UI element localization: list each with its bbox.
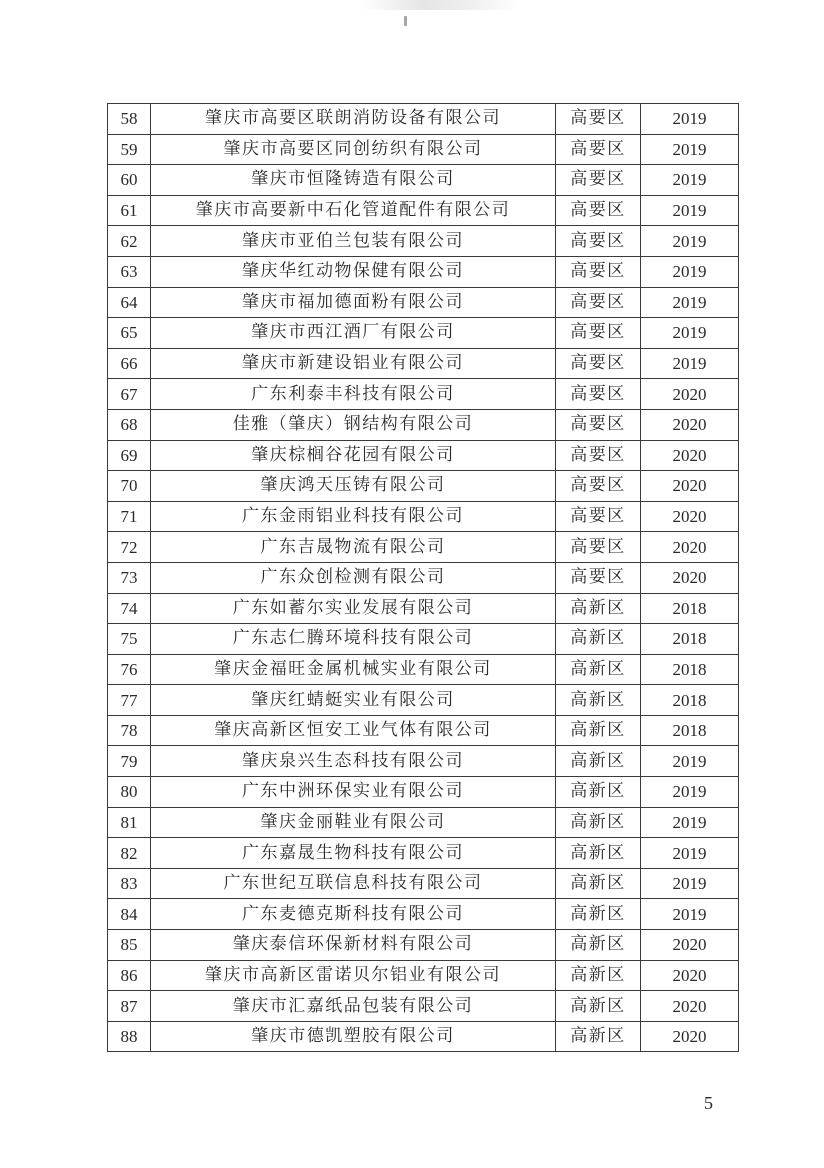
company-name: 肇庆高新区恒安工业气体有限公司 (151, 715, 556, 746)
year: 2019 (641, 195, 739, 226)
district: 高要区 (556, 318, 641, 349)
year: 2019 (641, 134, 739, 165)
table-row (108, 440, 739, 471)
company-name: 肇庆红蜻蜓实业有限公司 (151, 685, 556, 716)
table-row (108, 104, 739, 135)
company-name: 肇庆华红动物保健有限公司 (151, 256, 556, 287)
row-number: 79 (108, 746, 151, 777)
row-number: 67 (108, 379, 151, 410)
table-row (108, 379, 739, 410)
row-number: 65 (108, 318, 151, 349)
district: 高新区 (556, 593, 641, 624)
row-number: 71 (108, 501, 151, 532)
company-name: 肇庆棕榈谷花园有限公司 (151, 440, 556, 471)
table-row (108, 287, 739, 318)
company-name: 肇庆市高要区同创纺织有限公司 (151, 134, 556, 165)
row-number: 84 (108, 899, 151, 930)
row-number: 70 (108, 471, 151, 502)
table-row (108, 654, 739, 685)
district: 高要区 (556, 226, 641, 257)
year: 2020 (641, 379, 739, 410)
year: 2019 (641, 348, 739, 379)
table-row (108, 715, 739, 746)
table-row (108, 777, 739, 808)
year: 2020 (641, 532, 739, 563)
row-number: 63 (108, 256, 151, 287)
company-name: 广东志仁腾环境科技有限公司 (151, 624, 556, 655)
table-row (108, 930, 739, 961)
year: 2019 (641, 807, 739, 838)
district: 高新区 (556, 685, 641, 716)
year: 2018 (641, 624, 739, 655)
row-number: 59 (108, 134, 151, 165)
year: 2019 (641, 838, 739, 869)
row-number: 68 (108, 409, 151, 440)
district: 高要区 (556, 409, 641, 440)
company-name: 广东众创检测有限公司 (151, 562, 556, 593)
table-row (108, 562, 739, 593)
row-number: 88 (108, 1021, 151, 1052)
district: 高新区 (556, 746, 641, 777)
year: 2019 (641, 899, 739, 930)
district: 高要区 (556, 501, 641, 532)
year: 2019 (641, 226, 739, 257)
year: 2020 (641, 960, 739, 991)
row-number: 76 (108, 654, 151, 685)
table-row (108, 134, 739, 165)
row-number: 60 (108, 165, 151, 196)
district: 高新区 (556, 991, 641, 1022)
scan-artifact-mark (404, 16, 407, 26)
table-row (108, 532, 739, 563)
year: 2020 (641, 471, 739, 502)
district: 高要区 (556, 104, 641, 135)
company-name: 广东吉晟物流有限公司 (151, 532, 556, 563)
row-number: 87 (108, 991, 151, 1022)
district: 高要区 (556, 379, 641, 410)
row-number: 83 (108, 868, 151, 899)
table-row (108, 165, 739, 196)
district: 高要区 (556, 165, 641, 196)
district: 高要区 (556, 471, 641, 502)
district: 高要区 (556, 287, 641, 318)
district: 高要区 (556, 348, 641, 379)
year: 2020 (641, 409, 739, 440)
district: 高要区 (556, 195, 641, 226)
row-number: 61 (108, 195, 151, 226)
row-number: 81 (108, 807, 151, 838)
table-row (108, 807, 739, 838)
row-number: 69 (108, 440, 151, 471)
district: 高新区 (556, 1021, 641, 1052)
district: 高要区 (556, 256, 641, 287)
page-number: 5 (704, 1093, 713, 1113)
table-row (108, 593, 739, 624)
row-number: 78 (108, 715, 151, 746)
year: 2019 (641, 777, 739, 808)
company-name: 肇庆金丽鞋业有限公司 (151, 807, 556, 838)
row-number: 74 (108, 593, 151, 624)
year: 2020 (641, 930, 739, 961)
table-row (108, 471, 739, 502)
district: 高新区 (556, 899, 641, 930)
company-name: 肇庆市恒隆铸造有限公司 (151, 165, 556, 196)
row-number: 85 (108, 930, 151, 961)
district: 高新区 (556, 868, 641, 899)
district: 高新区 (556, 715, 641, 746)
table-row (108, 195, 739, 226)
table-row (108, 838, 739, 869)
company-name: 佳雅（肇庆）钢结构有限公司 (151, 409, 556, 440)
year: 2020 (641, 562, 739, 593)
company-name: 广东世纪互联信息科技有限公司 (151, 868, 556, 899)
company-name: 肇庆市汇嘉纸品包装有限公司 (151, 991, 556, 1022)
district: 高新区 (556, 654, 641, 685)
year: 2020 (641, 991, 739, 1022)
year: 2020 (641, 440, 739, 471)
year: 2018 (641, 715, 739, 746)
table-row (108, 624, 739, 655)
company-name: 肇庆市新建设铝业有限公司 (151, 348, 556, 379)
table-row (108, 868, 739, 899)
company-name: 肇庆市高要新中石化管道配件有限公司 (151, 195, 556, 226)
company-name: 肇庆市德凯塑胶有限公司 (151, 1021, 556, 1052)
district: 高新区 (556, 807, 641, 838)
year: 2020 (641, 501, 739, 532)
company-name: 广东金雨铝业科技有限公司 (151, 501, 556, 532)
row-number: 58 (108, 104, 151, 135)
company-name: 肇庆市福加德面粉有限公司 (151, 287, 556, 318)
district: 高新区 (556, 838, 641, 869)
year: 2019 (641, 318, 739, 349)
row-number: 73 (108, 562, 151, 593)
table-row (108, 318, 739, 349)
table-row (108, 1021, 739, 1052)
company-name: 肇庆市高新区雷诺贝尔铝业有限公司 (151, 960, 556, 991)
company-name: 肇庆泰信环保新材料有限公司 (151, 930, 556, 961)
company-name: 广东利泰丰科技有限公司 (151, 379, 556, 410)
year: 2019 (641, 287, 739, 318)
company-name: 肇庆鸿天压铸有限公司 (151, 471, 556, 502)
district: 高新区 (556, 624, 641, 655)
district: 高新区 (556, 960, 641, 991)
year: 2020 (641, 1021, 739, 1052)
district: 高新区 (556, 930, 641, 961)
row-number: 77 (108, 685, 151, 716)
district: 高要区 (556, 562, 641, 593)
year: 2018 (641, 593, 739, 624)
table-row (108, 256, 739, 287)
table-row (108, 685, 739, 716)
company-name: 肇庆市高要区联朗消防设备有限公司 (151, 104, 556, 135)
scan-artifact-top (360, 0, 520, 10)
year: 2019 (641, 256, 739, 287)
row-number: 86 (108, 960, 151, 991)
company-name: 肇庆金福旺金属机械实业有限公司 (151, 654, 556, 685)
table-row (108, 991, 739, 1022)
table-row (108, 899, 739, 930)
year: 2019 (641, 868, 739, 899)
row-number: 82 (108, 838, 151, 869)
table-row (108, 501, 739, 532)
district: 高要区 (556, 532, 641, 563)
year: 2019 (641, 165, 739, 196)
row-number: 64 (108, 287, 151, 318)
company-list-table (107, 103, 739, 1052)
district: 高要区 (556, 440, 641, 471)
year: 2018 (641, 685, 739, 716)
table-row (108, 409, 739, 440)
year: 2018 (641, 654, 739, 685)
table-row (108, 960, 739, 991)
district: 高新区 (556, 777, 641, 808)
company-name: 广东如蓄尔实业发展有限公司 (151, 593, 556, 624)
year: 2019 (641, 104, 739, 135)
company-name: 肇庆市西江酒厂有限公司 (151, 318, 556, 349)
company-name: 广东中洲环保实业有限公司 (151, 777, 556, 808)
row-number: 80 (108, 777, 151, 808)
company-name: 广东麦德克斯科技有限公司 (151, 899, 556, 930)
table-row (108, 746, 739, 777)
row-number: 66 (108, 348, 151, 379)
table-row (108, 348, 739, 379)
row-number: 72 (108, 532, 151, 563)
company-name: 肇庆市亚伯兰包装有限公司 (151, 226, 556, 257)
table-row (108, 226, 739, 257)
company-list-body (108, 104, 739, 1052)
company-name: 广东嘉晟生物科技有限公司 (151, 838, 556, 869)
row-number: 75 (108, 624, 151, 655)
district: 高要区 (556, 134, 641, 165)
company-name: 肇庆泉兴生态科技有限公司 (151, 746, 556, 777)
year: 2019 (641, 746, 739, 777)
row-number: 62 (108, 226, 151, 257)
